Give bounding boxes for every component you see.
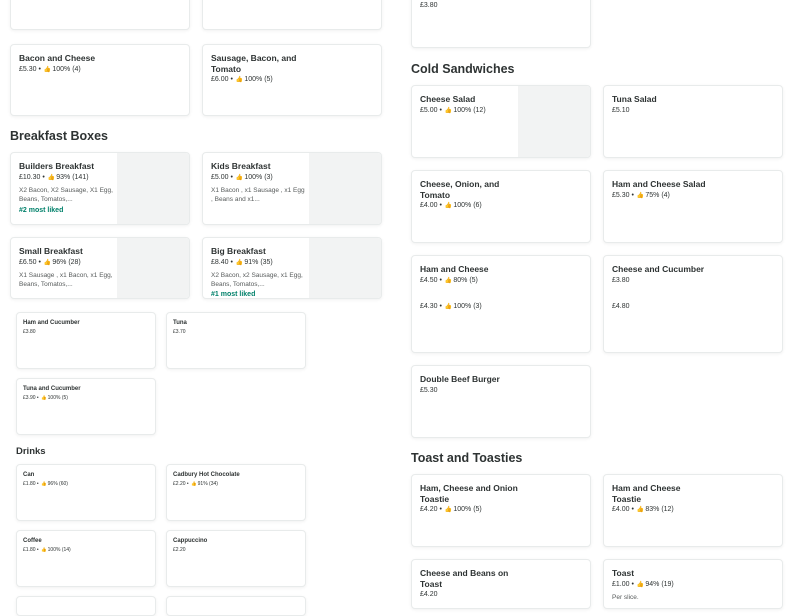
most-liked-badge: #2 most liked xyxy=(19,207,64,214)
menu-item-ham-cheese-toastie[interactable] xyxy=(603,474,783,547)
item-name: Ham, Cheese and Onion Toastie xyxy=(420,483,518,504)
menu-item-sausage-bacon-tomato[interactable] xyxy=(202,44,382,116)
section-heading-breakfast-boxes: Breakfast Boxes xyxy=(10,129,108,143)
menu-item-double-beef-burger[interactable] xyxy=(411,365,591,438)
thumbs-up-icon: 👍 xyxy=(41,481,47,486)
item-price: £8.40 xyxy=(211,259,229,266)
item-meta: £4.30 • 👍100% (3) xyxy=(420,303,482,310)
section-heading-toast-and-toasties: Toast and Toasties xyxy=(411,451,523,465)
item-description: X1 Bacon , x1 Sausage , x1 Egg , Beans and x1... xyxy=(211,187,305,203)
item-rating: 80% (5) xyxy=(453,277,478,284)
item-name: Cadbury Hot Chocolate xyxy=(173,472,240,478)
section-heading-drinks: Drinks xyxy=(16,446,46,457)
item-price: £4.20 xyxy=(420,506,438,513)
menu-item-card[interactable] xyxy=(202,0,382,30)
menu-item-cheese-beans-on-toast[interactable] xyxy=(411,559,591,609)
item-name: Big Breakfast xyxy=(211,246,266,256)
item-meta: £1.00 • 👍94% (19) xyxy=(612,581,674,588)
thumbs-up-icon: 👍 xyxy=(41,395,47,400)
menu-item-coffee[interactable] xyxy=(16,530,156,587)
item-meta: £4.20 • 👍100% (5) xyxy=(420,506,482,513)
item-name: Cheese Salad xyxy=(420,94,476,104)
item-price: £10.30 xyxy=(19,174,41,181)
item-meta: £5.00 • 👍100% (12) xyxy=(420,107,486,114)
item-rating: 83% (12) xyxy=(645,506,674,513)
item-meta: £3.90 • 👍100% (5) xyxy=(23,395,68,401)
item-rating: 100% (5) xyxy=(453,506,482,513)
item-rating: 91% (35) xyxy=(244,259,273,266)
item-price: £2.20 xyxy=(173,547,186,553)
item-price: £4.00 xyxy=(420,202,438,209)
item-name: Ham and Cheese xyxy=(420,264,489,274)
item-price: £3.80 xyxy=(612,277,630,284)
item-price: £5.00 xyxy=(211,174,229,181)
item-rating: 100% (3) xyxy=(244,174,273,181)
item-rating: 96% (28) xyxy=(52,259,81,266)
item-rating: 100% (5) xyxy=(244,76,273,83)
item-rating: 100% (14) xyxy=(47,547,71,553)
menu-item-tuna-and-cucumber[interactable] xyxy=(16,378,156,435)
item-image xyxy=(117,153,189,224)
menu-item-cheese-salad[interactable] xyxy=(411,85,591,158)
menu-item-card[interactable] xyxy=(166,596,306,616)
item-price: £4.00 xyxy=(612,506,630,513)
item-price: £4.80 xyxy=(612,303,630,310)
item-price: £3.80 xyxy=(23,329,36,335)
item-name: Ham and Cheese Salad xyxy=(612,179,706,189)
thumbs-up-icon: 👍 xyxy=(235,175,244,181)
menu-item-tuna[interactable] xyxy=(166,312,306,369)
item-name: Sausage, Bacon, and Tomato xyxy=(211,53,297,74)
menu-item-cheese-and-cucumber[interactable] xyxy=(603,255,783,353)
menu-item-toast[interactable] xyxy=(603,559,783,609)
thumbs-up-icon: 👍 xyxy=(235,260,244,266)
item-meta: £1.80 • 👍96% (60) xyxy=(23,481,68,487)
item-price: £4.50 xyxy=(420,277,438,284)
item-rating: 100% (4) xyxy=(52,66,81,73)
item-rating: 94% (19) xyxy=(645,581,674,588)
item-price: £4.30 xyxy=(420,303,438,310)
thumbs-up-icon: 👍 xyxy=(444,108,453,114)
item-name: Tuna xyxy=(173,320,187,326)
menu-item-big-breakfast[interactable] xyxy=(202,237,382,299)
thumbs-up-icon: 👍 xyxy=(636,193,645,199)
item-price: £1.00 xyxy=(612,581,630,588)
item-price: £4.20 xyxy=(420,591,438,598)
thumbs-up-icon: 👍 xyxy=(41,547,47,552)
thumbs-up-icon: 👍 xyxy=(235,77,244,83)
item-name: Ham and Cucumber xyxy=(23,320,80,326)
item-image xyxy=(117,238,189,298)
thumbs-up-icon: 👍 xyxy=(47,175,56,181)
menu-item-cheese-onion-tomato[interactable] xyxy=(411,170,591,243)
menu-item-card[interactable] xyxy=(16,596,156,616)
item-rating: 93% (141) xyxy=(56,174,89,181)
item-meta: £8.40 • 👍91% (35) xyxy=(211,259,273,266)
menu-item-ham-and-cheese[interactable] xyxy=(411,255,591,353)
item-name: Tuna and Cucumber xyxy=(23,386,81,392)
item-meta: £6.00 • 👍100% (5) xyxy=(211,76,273,83)
item-rating: 91% (34) xyxy=(197,481,218,487)
item-meta: £4.50 • 👍80% (5) xyxy=(420,277,478,284)
menu-item-kids-breakfast[interactable] xyxy=(202,152,382,225)
item-name: Cappuccino xyxy=(173,538,208,544)
item-name: Builders Breakfast xyxy=(19,161,95,171)
item-name: Kids Breakfast xyxy=(211,161,271,171)
item-name: Toast xyxy=(612,568,635,578)
menu-item-card[interactable] xyxy=(411,0,591,48)
item-price: £6.00 xyxy=(211,76,229,83)
item-name: Double Beef Burger xyxy=(420,374,500,384)
item-meta: £6.50 • 👍96% (28) xyxy=(19,259,81,266)
menu-item-ham-and-cucumber[interactable] xyxy=(16,312,156,369)
menu-item-ham-and-cheese-salad[interactable] xyxy=(603,170,783,243)
item-price: £1.80 xyxy=(23,547,36,553)
item-rating: 96% (60) xyxy=(47,481,68,487)
most-liked-badge: #1 most liked xyxy=(211,291,256,298)
item-meta: £10.30 • 👍93% (141) xyxy=(19,174,89,181)
item-name: Ham and Cheese Toastie xyxy=(612,483,681,504)
menu-item-card[interactable] xyxy=(10,0,190,30)
thumbs-up-icon: 👍 xyxy=(43,67,52,73)
item-price: £3.70 xyxy=(173,329,186,335)
item-image xyxy=(309,153,381,224)
item-description: Per slice. xyxy=(612,594,639,601)
item-rating: 100% (6) xyxy=(453,202,482,209)
item-price: £3.80 xyxy=(420,2,438,9)
thumbs-up-icon: 👍 xyxy=(444,278,453,284)
item-name: Can xyxy=(23,472,35,478)
thumbs-up-icon: 👍 xyxy=(636,507,645,513)
menu-item-ham-cheese-onion-toastie[interactable] xyxy=(411,474,591,547)
item-rating: 100% (3) xyxy=(453,303,482,310)
item-meta: £5.30 • 👍75% (4) xyxy=(612,192,670,199)
item-meta: £5.30 • 👍100% (4) xyxy=(19,66,81,73)
item-image xyxy=(518,86,590,157)
item-description: X2 Bacon, X2 Sausage, X1 Egg, Beans, Tomatos,... xyxy=(19,187,113,203)
item-price: £5.10 xyxy=(612,107,630,114)
menu-item-builders-breakfast[interactable] xyxy=(10,152,190,225)
item-name: Cheese and Beans on Toast xyxy=(420,568,509,589)
item-image xyxy=(309,238,381,298)
item-price: £2.20 xyxy=(173,481,186,487)
item-price: £5.30 xyxy=(612,192,630,199)
thumbs-up-icon: 👍 xyxy=(43,260,52,266)
section-heading-cold-sandwiches: Cold Sandwiches xyxy=(411,62,515,76)
item-description: X1 Sausage , x1 Bacon, x1 Egg, Beans, Tomatos,... xyxy=(19,272,113,288)
item-meta: £2.20 • 👍91% (34) xyxy=(173,481,218,487)
item-price: £5.30 xyxy=(19,66,37,73)
item-meta: £1.80 • 👍100% (14) xyxy=(23,547,71,553)
thumbs-up-icon: 👍 xyxy=(444,304,453,310)
item-rating: 100% (12) xyxy=(453,107,486,114)
item-name: Cheese and Cucumber xyxy=(612,264,705,274)
thumbs-up-icon: 👍 xyxy=(636,582,645,588)
menu-item-small-breakfast[interactable] xyxy=(10,237,190,299)
item-price: £3.90 xyxy=(23,395,36,401)
thumbs-up-icon: 👍 xyxy=(444,203,453,209)
thumbs-up-icon: 👍 xyxy=(191,481,197,486)
item-rating: 100% (5) xyxy=(47,395,68,401)
item-price: £5.30 xyxy=(420,387,438,394)
item-name: Coffee xyxy=(23,538,42,544)
item-meta: £4.00 • 👍83% (12) xyxy=(612,506,674,513)
menu-item-cappuccino[interactable] xyxy=(166,530,306,587)
item-meta: £4.00 • 👍100% (6) xyxy=(420,202,482,209)
item-name: Cheese, Onion, and Tomato xyxy=(420,179,500,200)
item-rating: 75% (4) xyxy=(645,192,670,199)
item-name: Tuna Salad xyxy=(612,94,657,104)
thumbs-up-icon: 👍 xyxy=(444,507,453,513)
item-name: Small Breakfast xyxy=(19,246,83,256)
menu-item-cadbury-hot-chocolate[interactable] xyxy=(166,464,306,521)
item-price: £1.80 xyxy=(23,481,36,487)
item-description: X2 Bacon, x2 Sausage, x1 Egg, Beans, Tomatos,... xyxy=(211,272,303,288)
item-meta: £5.00 • 👍100% (3) xyxy=(211,174,273,181)
menu-item-tuna-salad[interactable] xyxy=(603,85,783,158)
menu-item-can[interactable] xyxy=(16,464,156,521)
item-price: £6.50 xyxy=(19,259,37,266)
item-name: Bacon and Cheese xyxy=(19,53,96,63)
menu-item-bacon-and-cheese[interactable] xyxy=(10,44,190,116)
item-price: £5.00 xyxy=(420,107,438,114)
